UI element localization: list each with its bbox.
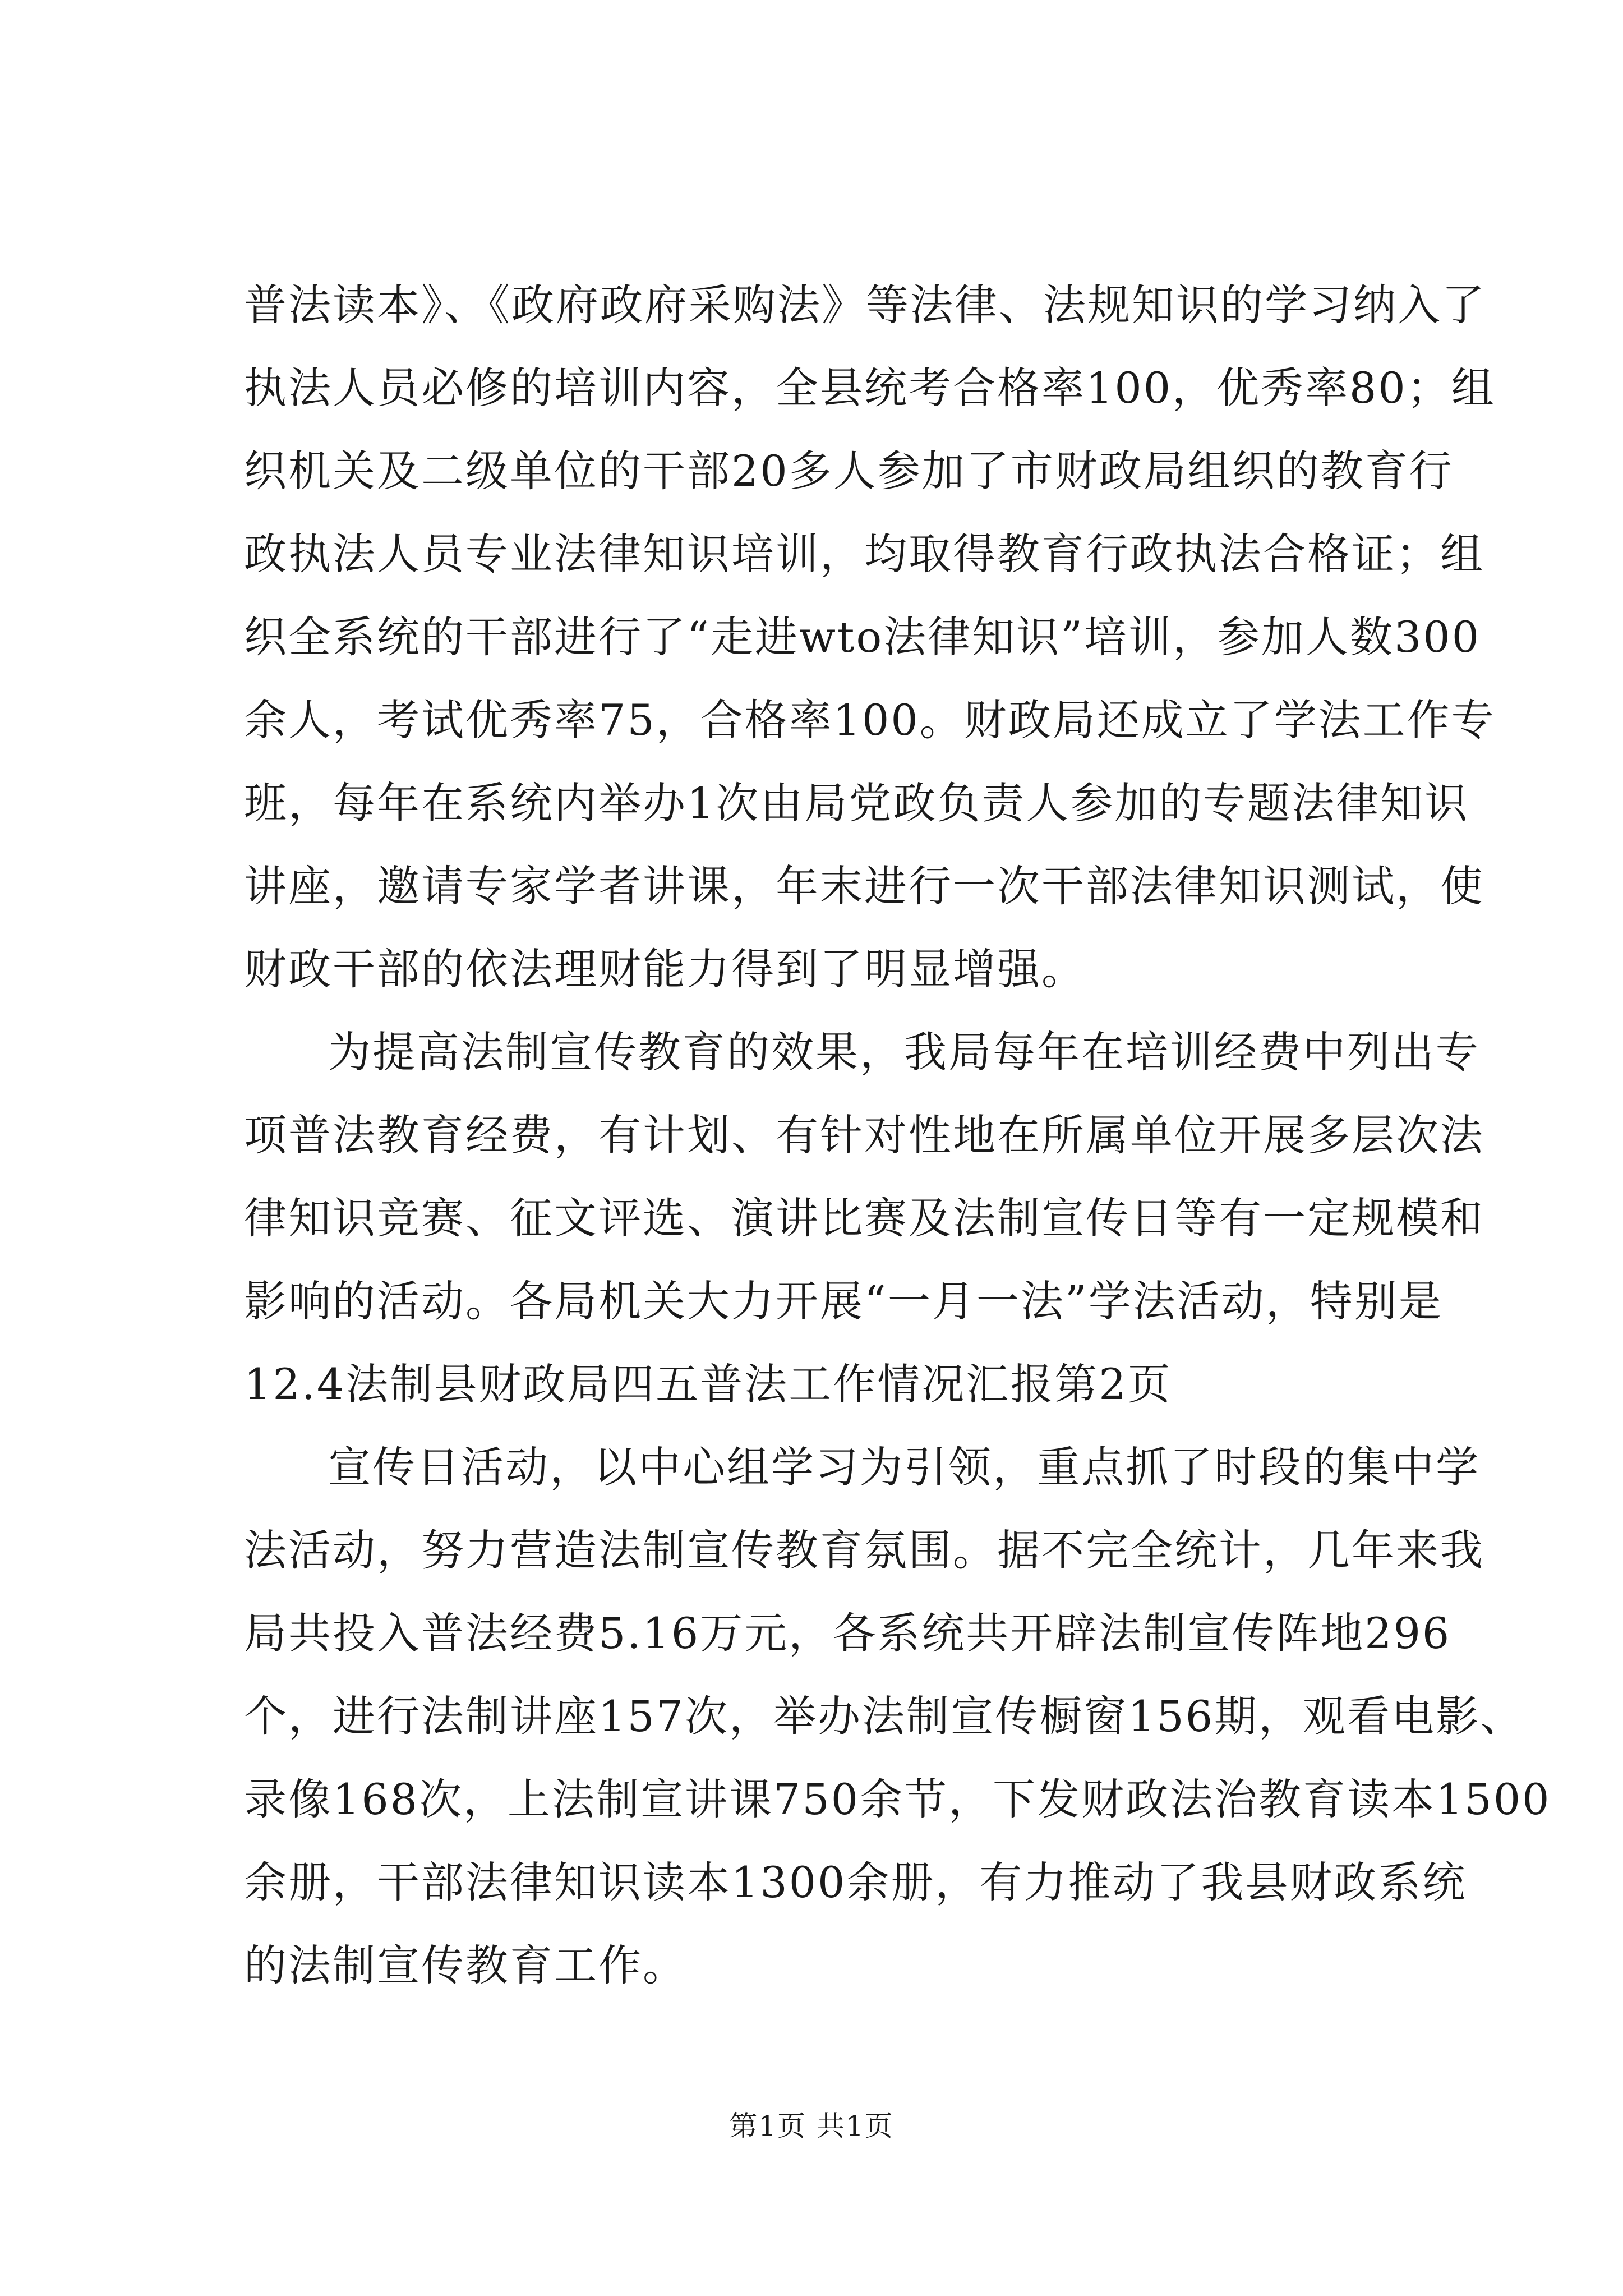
text-line: 讲座，邀请专家学者讲课，年末进行一次干部法律知识测试，使 <box>244 861 1484 911</box>
text-line: 12.4法制县财政局四五普法工作情况汇报第2页 <box>244 1359 1172 1409</box>
text-line: 财政干部的依法理财能力得到了明显增强。 <box>244 944 1086 994</box>
text-line: 法活动，努力营造法制宣传教育氛围。据不完全统计，几年来我 <box>244 1525 1484 1575</box>
text-line: 个，进行法制讲座157次，举办法制宣传橱窗156期，观看电影、 <box>244 1691 1525 1741</box>
paragraph-first-line: 为提高法制宣传教育的效果，我局每年在培训经费中列出专 <box>328 1027 1480 1077</box>
text-line: 政执法人员专业法律知识培训，均取得教育行政执法合格证；组 <box>244 529 1484 579</box>
text-line: 局共投入普法经费5.16万元，各系统共开辟法制宣传阵地296 <box>244 1608 1451 1658</box>
text-line: 录像168次，上法制宣讲课750余节，下发财政法治教育读本1500 <box>244 1774 1551 1824</box>
text-line: 普法读本》、《政府政府采购法》等法律、法规知识的学习纳入了 <box>244 280 1486 330</box>
text-line: 律知识竞赛、征文评选、演讲比赛及法制宣传日等有一定规模和 <box>244 1193 1484 1243</box>
text-line: 班，每年在系统内举办1次由局党政负责人参加的专题法律知识 <box>244 778 1469 828</box>
text-line: 织机关及二级单位的干部20多人参加了市财政局组织的教育行 <box>244 446 1454 496</box>
document-body <box>244 264 1551 2007</box>
text-line: 影响的活动。各局机关大力开展“一月一法”学法活动，特别是 <box>244 1276 1443 1326</box>
text-line: 执法人员必修的培训内容，全县统考合格率100，优秀率80；组 <box>244 363 1496 413</box>
page-footer: 第1页 共1页 <box>729 2110 894 2142</box>
text-line: 项普法教育经费，有计划、有针对性地在所属单位开展多层次法 <box>244 1110 1484 1160</box>
text-line: 余册，干部法律知识读本1300余册，有力推动了我县财政系统 <box>244 1857 1467 1907</box>
text-line: 的法制宣传教育工作。 <box>244 1940 687 1990</box>
paragraph-first-line: 宣传日活动，以中心组学习为引领，重点抓了时段的集中学 <box>328 1442 1480 1492</box>
text-line: 织全系统的干部进行了“走进wto法律知识”培训，参加人数300 <box>244 612 1481 662</box>
text-line: 余人，考试优秀率75，合格率100。财政局还成立了学法工作专 <box>244 695 1496 745</box>
